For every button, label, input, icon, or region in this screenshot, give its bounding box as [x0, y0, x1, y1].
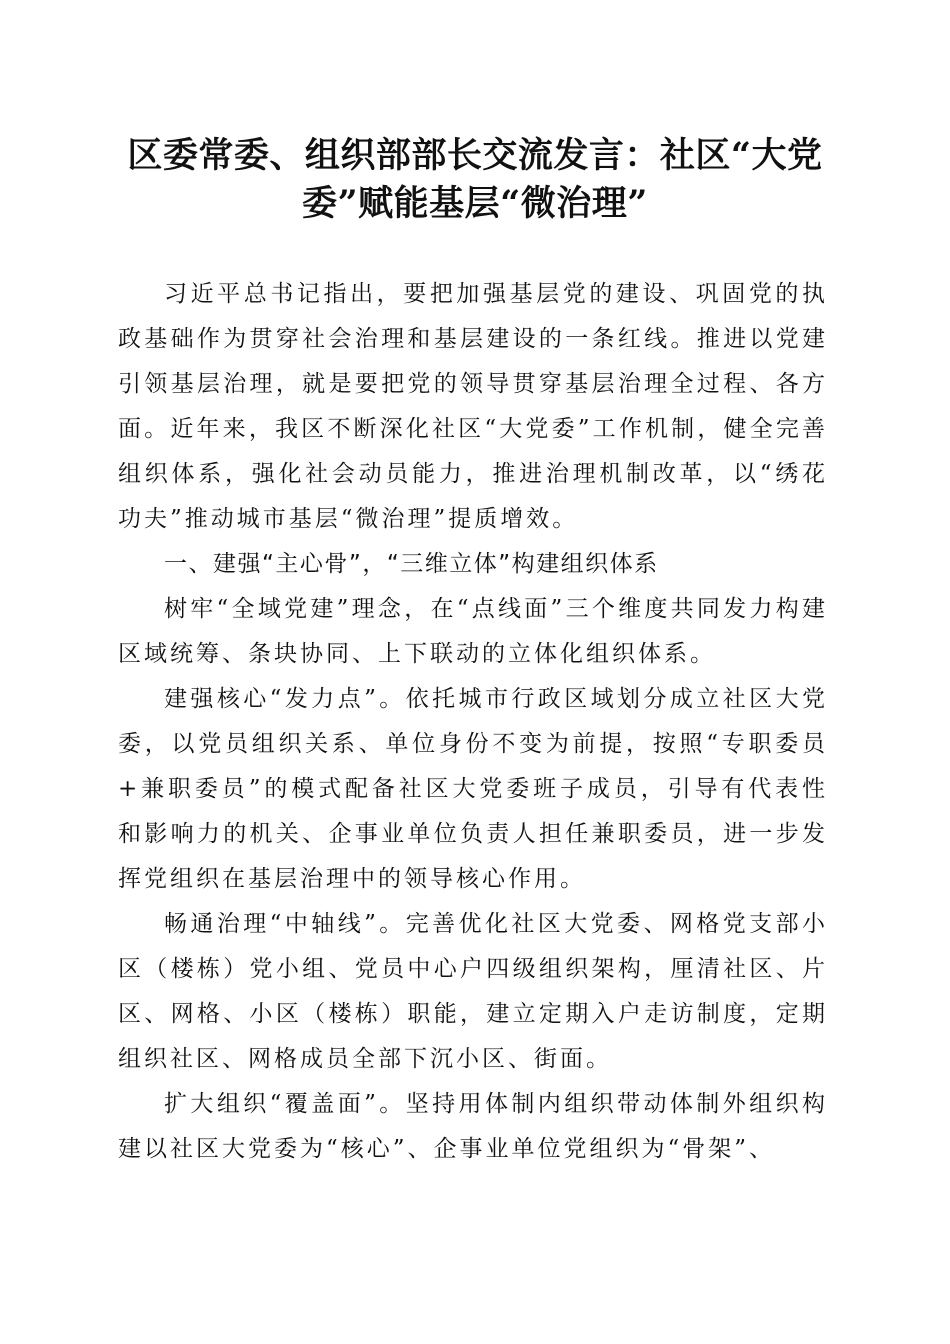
document-body [118, 272, 828, 1172]
coverage-paragraph: 扩大组织“覆盖面”。坚持用体制内组织带动体制外组织构建以社区大党委为“核心”、企事业单位党组织为“骨架”、 [118, 1091, 828, 1162]
document-title: 区委常委、组织部部长交流发言：社区“大党委”赋能基层“微治理” [127, 135, 823, 224]
core-point-paragraph: 建强核心“发力点”。依托城市行政区域划分成立社区大党委，以党员组织关系、单位身份不变为前提，按照“专职委员+兼职委员”的模式配备社区大党委班子成员，引导有代表性和影响力的机关、企事业单位负责人担任兼职委员，进一步发挥党组织在基层治理中的领导核心作用。 [118, 686, 828, 892]
section-heading-1: 一、建强“主心骨”，“三维立体”构建组织体系 [164, 551, 659, 577]
axis-line-paragraph: 畅通治理“中轴线”。完善优化社区大党委、网格党支部小区（楼栋）党小组、党员中心户四级组织架构，厘清社区、片区、网格、小区（楼栋）职能，建立定期入户走访制度，定期组织社区、网格成员全部下沉小区、街面。 [118, 911, 828, 1072]
intro-paragraph: 习近平总书记指出，要把加强基层党的建设、巩固党的执政基础作为贯穿社会治理和基层建设的一条红线。推进以党建引领基层治理，就是要把党的领导贯穿基层治理全过程、各方面。近年来，我区不断深化社区“大党委”工作机制，健全完善组织体系，强化社会动员能力，推进治理机制改革，以“绣花功夫”推动城市基层“微治理”提质增效。 [118, 281, 828, 532]
section-1-summary-paragraph: 树牢“全域党建”理念，在“点线面”三个维度共同发力构建区域统筹、条块协同、上下联动的立体化组织体系。 [118, 596, 828, 667]
